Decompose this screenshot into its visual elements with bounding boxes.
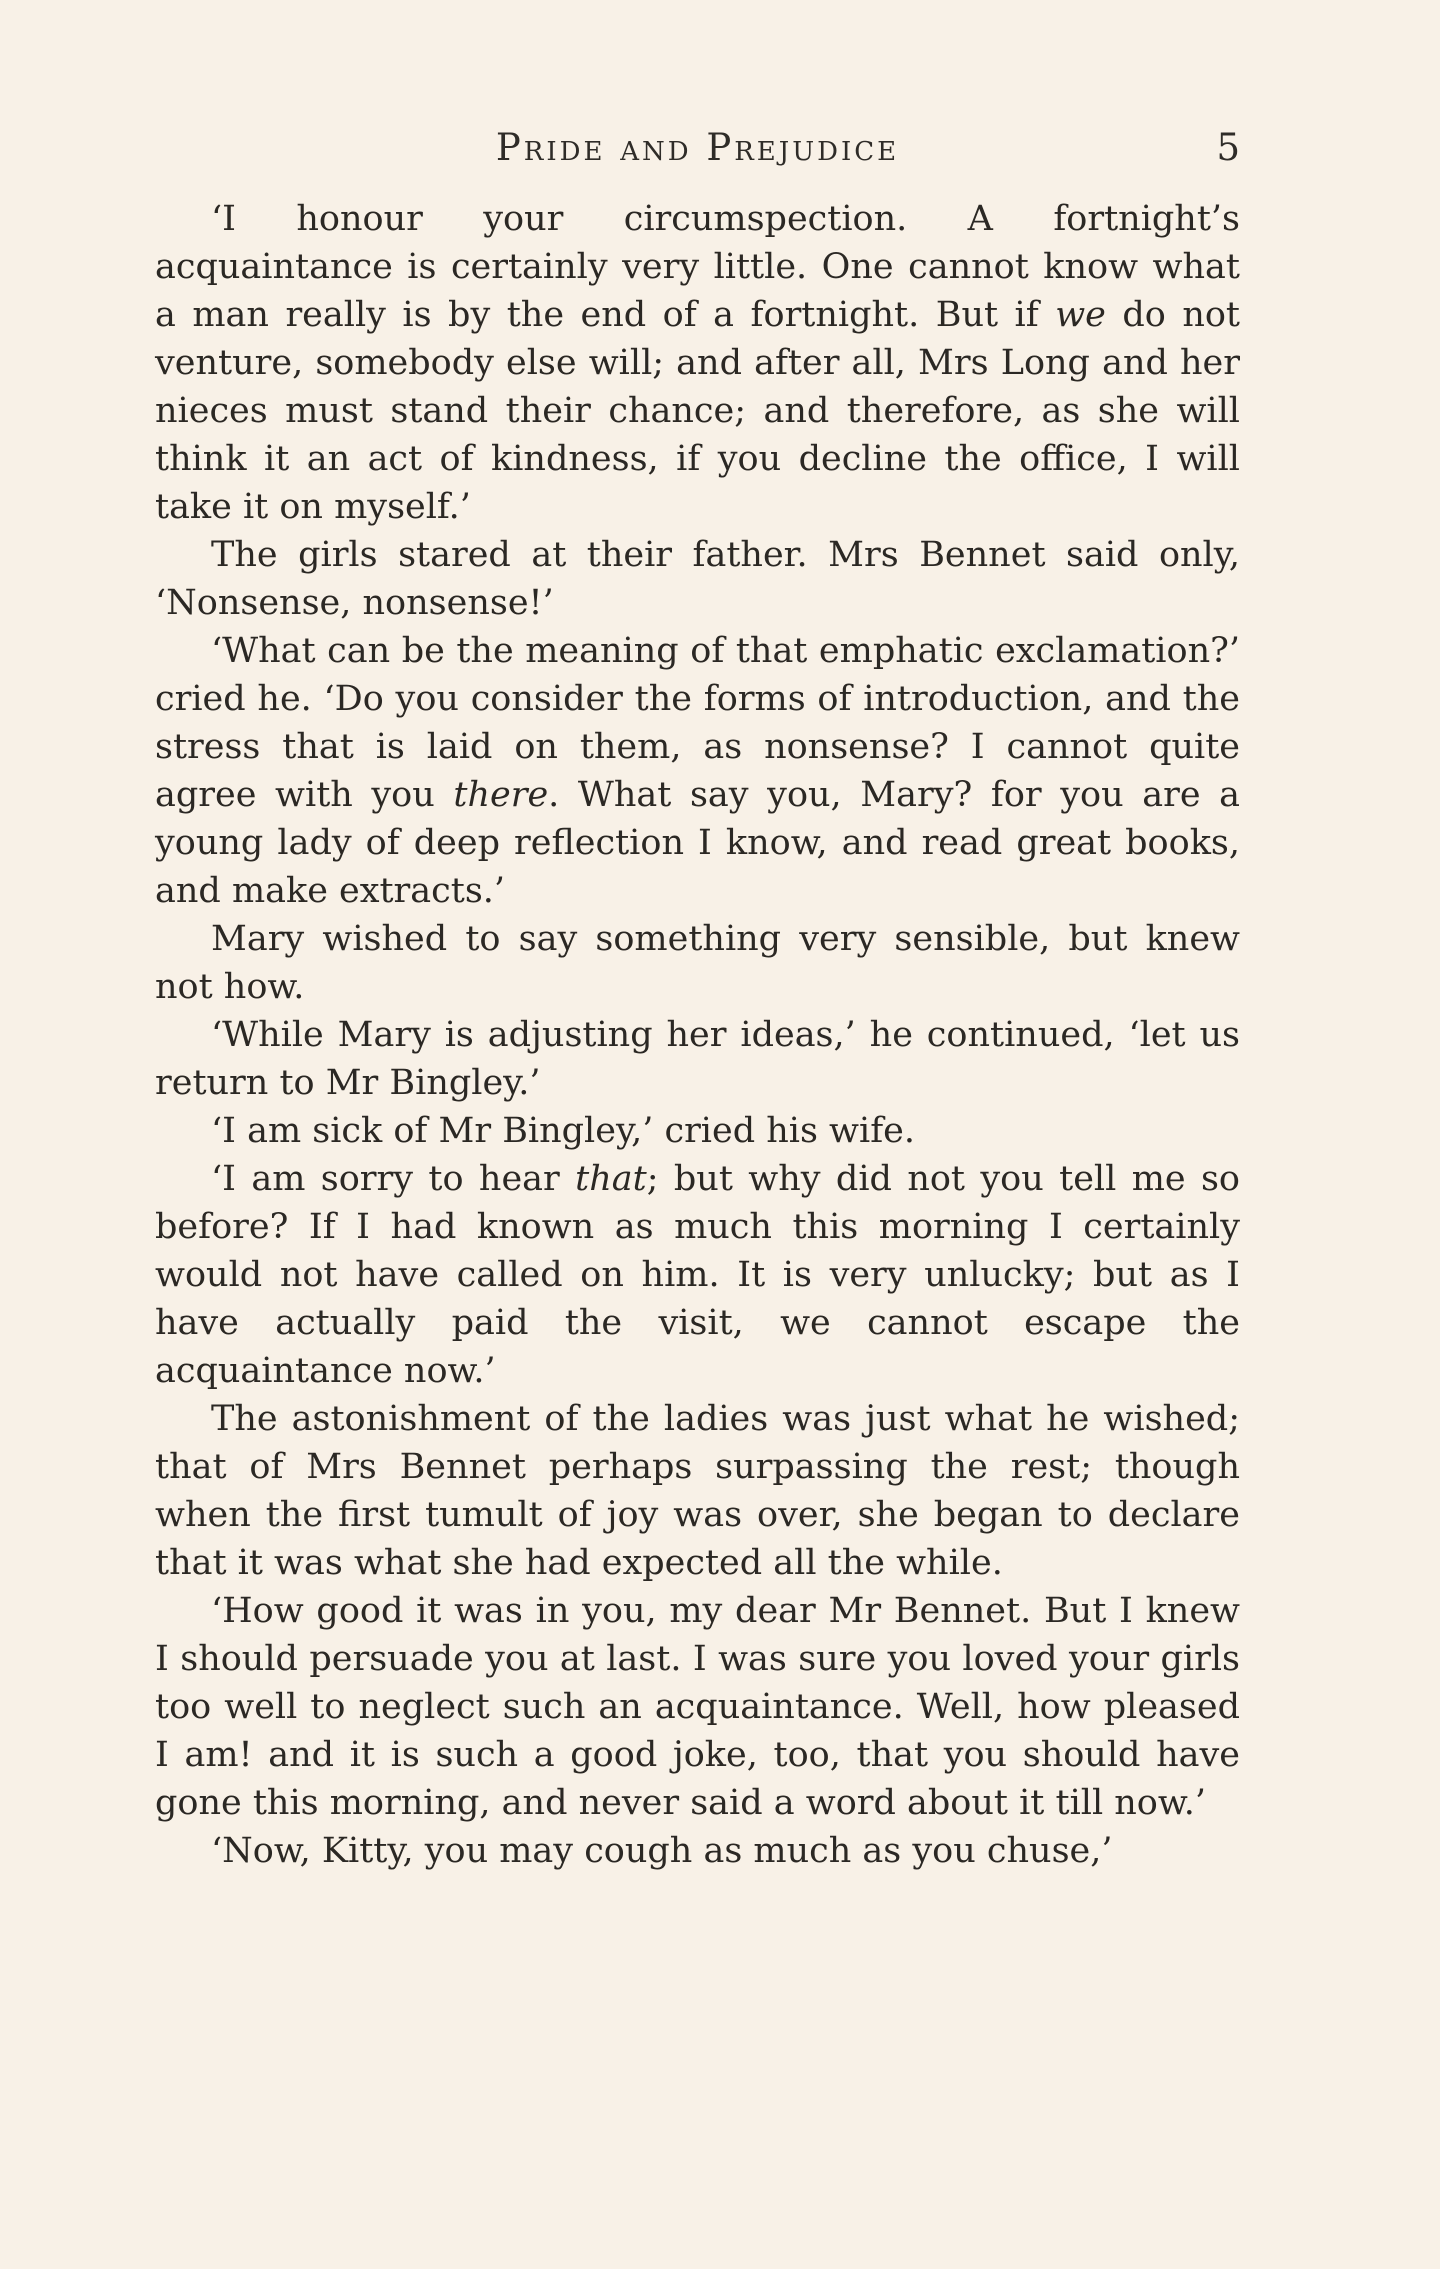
paragraph-text: The girls stared at their father. Mrs Bennet said only, ‘Nonsense, nonsense!’	[155, 535, 1240, 623]
paragraph-text: ‘I am sick of Mr Bingley,’ cried his wife.	[211, 1111, 915, 1151]
paragraph-text: ; but why did not you tell me so before? If I had known as much this morning I certainly would not have called on him. It is very unlucky; but as I have actually paid the visit, we cannot escape the acquaintance now.’	[155, 1159, 1241, 1391]
paragraph-text: The astonishment of the ladies was just what he wished; that of Mrs Bennet perhaps surpassing the rest; though when the first tumult of joy was over, she began to declare that it was what she had expected all the while.	[155, 1399, 1240, 1583]
running-title: Pride and Prejudice	[495, 126, 900, 169]
paragraph-text: ‘How good it was in you, my dear Mr Bennet. But I knew I should persuade you at last. I was sure you loved your girls too well to neglect such an acquaintance. Well, how pleased I am! and it is such a good joke, too, that you should have gone this morning, and never said a word about it till now.’	[155, 1591, 1240, 1823]
paragraph-text: ‘What can be the meaning of that emphatic exclamation?’ cried he. ‘Do you consider the forms of introduction, and the stress that is laid on them, as nonsense? I cannot quite agree with you	[155, 631, 1240, 815]
paragraph	[155, 1827, 1240, 1875]
paragraph	[155, 1107, 1240, 1155]
italic-text: that	[575, 1159, 647, 1199]
paragraph	[155, 915, 1240, 1011]
paragraph	[155, 531, 1240, 627]
paragraph	[155, 195, 1240, 531]
paragraph-text: Mary wished to say something very sensible, but knew not how.	[155, 919, 1240, 1007]
paragraph	[155, 1395, 1240, 1587]
paragraph-text: ‘While Mary is adjusting her ideas,’ he continued, ‘let us return to Mr Bingley.’	[155, 1015, 1240, 1103]
page-number: 5	[1216, 126, 1240, 169]
paragraph-text: ‘I honour your circumspection. A fortnight’s acquaintance is certainly very little. One cannot know what a man really is by the end of a fortnight. But if	[155, 199, 1240, 335]
paragraph-text: . What say you, Mary? for you are a young lady of deep reflection I know, and read great books, and make extracts.’	[155, 775, 1241, 911]
paragraph	[155, 627, 1240, 915]
paragraph-text: ‘Now, Kitty, you may cough as much as you chuse,’	[211, 1831, 1113, 1871]
italic-text: we	[1055, 295, 1106, 335]
running-head	[155, 118, 1240, 178]
paragraph	[155, 1155, 1240, 1395]
paragraph	[155, 1587, 1240, 1827]
paragraph-text: do not venture, somebody else will; and after all, Mrs Long and her nieces must stand their chance; and therefore, as she will think it an act of kindness, if you decline the office, I will take it on myself.’	[155, 295, 1240, 527]
italic-text: there	[453, 775, 549, 815]
paragraph-text: ‘I am sorry to hear	[211, 1159, 576, 1199]
paragraph	[155, 1011, 1240, 1107]
body-text	[155, 195, 1240, 1875]
